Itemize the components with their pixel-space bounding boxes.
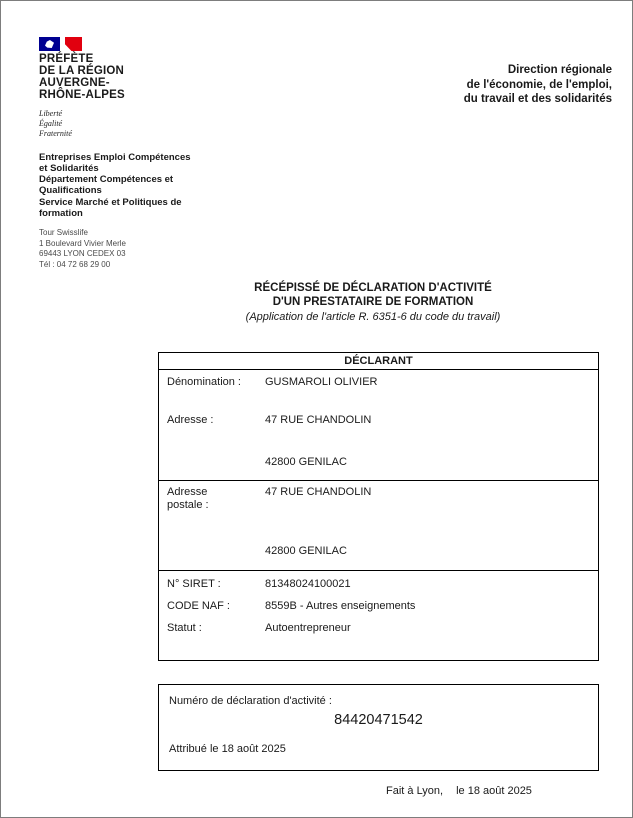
title-line-1: RÉCÉPISSÉ DE DÉCLARATION D'ACTIVITÉ xyxy=(254,282,492,294)
declarant-table xyxy=(158,352,599,661)
direction-regionale-heading xyxy=(464,63,612,107)
declaration-number-box xyxy=(158,684,599,771)
sender-unit-line: Entreprises Emploi Compétences xyxy=(39,152,191,163)
sender-address-line: 69443 LYON CEDEX 03 xyxy=(39,249,126,258)
statut-value: Autoentrepreneur xyxy=(265,622,351,634)
prefecture-name xyxy=(39,53,125,101)
naf-value: 8559B - Autres enseignements xyxy=(265,600,416,612)
declaration-attributed-date: Attribué le 18 août 2025 xyxy=(169,743,286,755)
declarant-identity-section xyxy=(159,370,598,481)
declarant-legal-section xyxy=(159,571,598,662)
declaration-number-label: Numéro de déclaration d'activité : xyxy=(169,695,332,707)
siret-value: 81348024100021 xyxy=(265,578,351,590)
declaration-number-value: 84420471542 xyxy=(334,712,423,728)
republic-motto xyxy=(39,109,72,139)
adresse-postale-label: Adresse postale : xyxy=(167,486,209,511)
motto-line: Égalité xyxy=(39,119,63,128)
statut-label: Statut : xyxy=(167,622,202,634)
sender-service-line: Service Marché et Politiques de xyxy=(39,197,182,208)
adresse-label: Adresse : xyxy=(167,414,214,426)
motto-line: Liberté xyxy=(39,109,63,118)
direction-line: du travail et des solidarités xyxy=(463,93,612,105)
sender-address-line: Tél : 04 72 68 29 00 xyxy=(39,259,111,269)
flag-red-panel xyxy=(65,37,82,51)
adresse-value: 47 RUE CHANDOLIN xyxy=(265,414,372,426)
adresse-city: 42800 GENILAC xyxy=(265,456,347,468)
sender-address-line: Tour Swisslife xyxy=(39,228,88,237)
sender-unit xyxy=(39,152,191,196)
denomination-label: Dénomination : xyxy=(167,376,241,388)
sender-service xyxy=(39,197,182,219)
prefecture-line: PRÉFÈTE xyxy=(39,53,94,65)
siret-label: N° SIRET : xyxy=(167,578,221,590)
naf-label: CODE NAF : xyxy=(167,600,230,612)
sender-service-line: formation xyxy=(39,208,83,219)
title-line-2: D'UN PRESTATAIRE DE FORMATION xyxy=(272,295,474,308)
french-flag-logo-icon xyxy=(39,37,83,52)
signature-line xyxy=(386,785,532,797)
document-title xyxy=(113,282,633,324)
prefecture-line: RHÔNE-ALPES xyxy=(39,89,125,101)
direction-line: Direction régionale xyxy=(507,64,612,76)
denomination-value: GUSMAROLI OLIVIER xyxy=(265,376,378,388)
sender-address xyxy=(39,228,126,270)
adresse-postale-value: 47 RUE CHANDOLIN xyxy=(265,486,372,498)
prefecture-line: DE LA RÉGION xyxy=(39,65,125,77)
title-subtitle: (Application de l'article R. 6351-6 du code du travail) xyxy=(245,311,501,323)
sender-unit-line: Département Compétences et xyxy=(39,174,174,185)
declarant-table-header: DÉCLARANT xyxy=(159,353,598,370)
sender-address-line: 1 Boulevard Vivier Merle xyxy=(39,238,127,248)
direction-line: de l'économie, de l'emploi, xyxy=(466,78,612,91)
signature-place: Fait à Lyon, xyxy=(386,785,444,797)
motto-line: Fraternité xyxy=(39,129,72,138)
sender-unit-line: Qualifications xyxy=(39,185,102,196)
signature-date: le 18 août 2025 xyxy=(456,785,532,797)
sender-unit-line: et Solidarités xyxy=(39,163,99,174)
prefecture-line: AUVERGNE- xyxy=(39,77,110,89)
flag-blue-panel xyxy=(39,37,60,51)
adresse-postale-section xyxy=(159,481,598,571)
marianne-emblem-icon xyxy=(45,40,54,48)
adresse-postale-city: 42800 GENILAC xyxy=(265,545,347,557)
